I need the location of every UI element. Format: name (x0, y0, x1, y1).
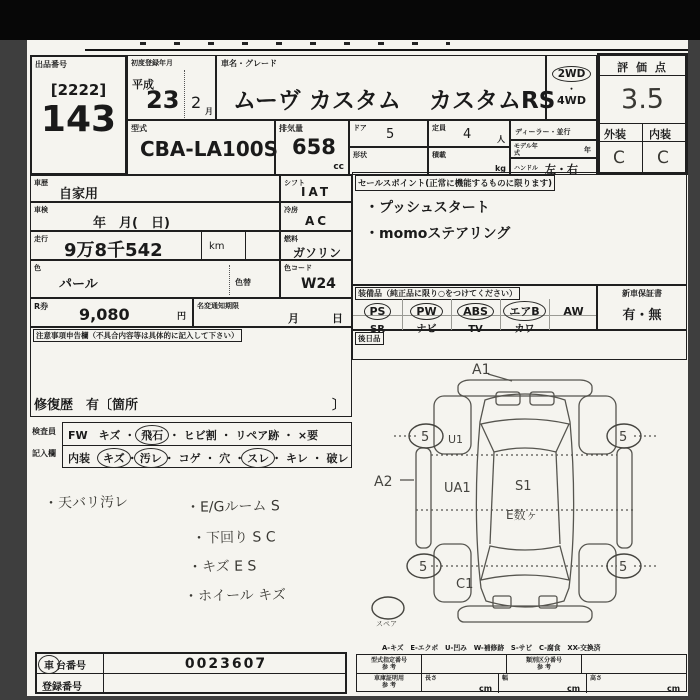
ref-col-divider3 (581, 655, 582, 673)
wheel-mark-rear-left: 5 (419, 560, 428, 575)
dealer-parallel-box (510, 120, 597, 140)
diagram-label-ua1: UA1 (444, 481, 471, 496)
interior-seg: 内装 (68, 452, 101, 465)
doors-label: ドア (353, 124, 367, 132)
model-code-value: CBA-LA100S (140, 137, 279, 161)
ref-col-divider4 (498, 673, 499, 693)
chassis-row-divider (37, 673, 345, 674)
model-year-label: モデル年式 (514, 143, 538, 157)
lot-number-box (30, 55, 127, 175)
class-number-ref: 参 考 (536, 664, 552, 671)
fw-stonechip-circled: 飛石 (141, 429, 164, 442)
type-number-ref: 参 考 (381, 664, 397, 671)
equip-sr: SR (370, 324, 385, 335)
equipment-title: 装備品（純正品に限り○をつけてください） (355, 287, 520, 300)
class-number-text: 類別区分番号 (525, 657, 562, 664)
height-unit: cm (667, 684, 681, 693)
mileage-box (30, 231, 280, 260)
drive-2wd-circled: 2WD (557, 68, 586, 80)
score-divider (600, 75, 685, 76)
reg-month: 2 (191, 93, 202, 112)
sheet-top-rule (85, 49, 688, 51)
diagram-label-a2: A2 (374, 474, 393, 490)
handwritten-note: ・下回り S C (191, 529, 276, 547)
car-grade-value: カスタムRS (429, 88, 556, 114)
shaken-label: 車検 (34, 206, 48, 214)
type-number-label (359, 657, 419, 671)
score-divider3 (642, 123, 643, 175)
scan-black-bar (0, 0, 700, 40)
load-box (428, 147, 510, 175)
repair-history-label: 修復歴 有〔箇所 (34, 398, 139, 413)
cabin-line-left (490, 452, 494, 544)
wheel-mark-front-left: 5 (421, 430, 430, 445)
displacement-label: 排気量 (279, 124, 303, 133)
model-year-box (510, 140, 597, 158)
color-code-label: 色コード (284, 264, 312, 272)
ac-label: 冷房 (284, 206, 298, 214)
handwritten-note: ・E/Gルーム S (185, 498, 280, 516)
repair-history-bracket: 〕 (331, 398, 345, 413)
car-name-label: 車名・グレード (221, 59, 277, 68)
torn-text-artifact (140, 42, 450, 45)
displacement-unit: cc (333, 162, 344, 172)
doors-box (349, 120, 428, 147)
first-registration-label: 初度登録年月 (131, 59, 173, 67)
color-code-value: W24 (301, 276, 336, 292)
fw-seg: FW キズ ・ (68, 429, 140, 442)
diagram-label-a1: A1 (472, 362, 491, 378)
cabin-line-right (556, 452, 560, 544)
equip-tv: TV (468, 324, 483, 335)
fender-rear-left (434, 544, 474, 602)
rear-window-outline (481, 546, 569, 580)
shaken-box (30, 202, 280, 231)
score-divider4 (600, 141, 685, 142)
drive-4wd: 4WD (557, 94, 586, 107)
interior-label: 内装 (649, 128, 671, 141)
wheel-mark-rear-right: 5 (619, 560, 628, 575)
exterior-label: 外装 (604, 128, 626, 141)
load-unit: kg (494, 164, 506, 173)
sales-point-item: ・プッシュスタート (365, 200, 490, 216)
equip-airbag-circled: エアB (509, 305, 540, 318)
handwritten-note: ・ホイール キズ (183, 587, 287, 605)
score-box (597, 53, 688, 175)
color-label: 色 (34, 264, 41, 272)
first-registration-box (127, 55, 216, 120)
shift-label: シフト (284, 179, 305, 187)
color-box (30, 260, 280, 298)
fender-front-right (579, 396, 616, 454)
displacement-box (275, 120, 349, 175)
chassis-label (42, 657, 86, 672)
ref-col-divider (421, 655, 422, 691)
width-unit: cm (567, 684, 581, 693)
score-label: 評 価 点 (617, 61, 668, 74)
interior-scratch-circled: キズ (103, 452, 125, 465)
capacity-value: 4 (463, 127, 472, 142)
ref-col-divider5 (586, 673, 587, 693)
garage-cert-text: 車庫証明用 (373, 675, 404, 682)
handwritten-note: ・キズ E S (187, 558, 257, 576)
model-code-box (127, 120, 279, 175)
mileage-label: 走行 (34, 235, 48, 243)
mileage-unit: km (209, 241, 225, 252)
door-panel-left (416, 448, 431, 548)
registration-number-label: 登録番号 (42, 682, 82, 693)
shift-box (280, 175, 352, 202)
mileage-cell-divider (201, 232, 202, 259)
length-label: 長さ (425, 675, 438, 682)
later-items-box (352, 330, 687, 360)
spare-circle (372, 597, 404, 619)
caution-box (30, 327, 352, 417)
recycle-ticket-unit: 円 (176, 312, 186, 322)
lot-label: 出品番号 (35, 60, 67, 69)
later-items-label: 後日品 (355, 332, 384, 345)
sales-point-item: ・momoステアリング (365, 226, 511, 242)
diagram-label-c1: C1 (456, 577, 474, 592)
reference-table (356, 654, 687, 692)
mileage-cell-divider2 (245, 232, 246, 259)
displacement-value: 658 (292, 135, 336, 159)
interior-seg: ・ コゲ ・ 穴 ・ (163, 452, 246, 465)
caution-title: 注意事項申告欄（不具合内容等は具体的に記入して下さい） (33, 329, 242, 342)
door-panel-right (617, 448, 632, 548)
ref-row-divider (357, 673, 686, 674)
lot-bracket: [2222] (50, 81, 107, 99)
fuel-value: ガソリン (293, 246, 342, 260)
load-label: 積載 (432, 151, 446, 159)
handle-value: 左・右 (545, 163, 578, 176)
garage-cert-ref: 参 考 (381, 682, 397, 689)
interior-seg: ・ (126, 452, 138, 465)
recycle-ticket-label: R券 (34, 302, 49, 311)
history-value: 自家用 (59, 187, 99, 202)
fuel-label: 燃料 (284, 235, 298, 243)
rear-bumper-outline (458, 606, 592, 622)
car-damage-diagram (360, 358, 690, 643)
interior-dirt-circled: 汚レ (139, 452, 162, 465)
capacity-unit: 人 (497, 135, 505, 144)
name-change-value: 月 日 (288, 312, 343, 325)
class-number-label (508, 657, 580, 671)
dealer-parallel-label: ディーラー・並行 (515, 128, 571, 136)
recycle-ticket-value: 9,080 (79, 305, 130, 324)
warranty-value: 有・無 (622, 308, 662, 323)
equip-aw: AW (563, 305, 584, 318)
equipment-box (352, 285, 597, 335)
ac-value: AC (305, 214, 330, 228)
recycle-ticket-box (30, 298, 193, 327)
fuel-box (280, 231, 352, 260)
mileage-value: 9万8千542 (64, 240, 163, 261)
inspector-interior-row (68, 450, 349, 466)
warranty-label: 新車保証書 (622, 289, 662, 298)
shaken-value: 年 月( 日) (93, 216, 170, 231)
drivetrain-box (546, 55, 597, 120)
history-box (30, 175, 280, 202)
drive-dot: ・ (566, 85, 576, 95)
handwritten-note: ・天バリ汚レ (43, 494, 129, 512)
interior-seg: ・ キレ ・ 破レ (271, 452, 349, 465)
exterior-grade: C (612, 147, 626, 169)
car-name-value: ムーヴ カスタム (233, 88, 401, 114)
handle-label: ハンドル (514, 165, 539, 172)
equip-abs-circled: ABS (463, 305, 488, 318)
color-change-label: 色替 (235, 278, 251, 287)
diagram-label-s1: S1 (515, 479, 532, 494)
sales-points-box (352, 172, 687, 285)
width-label: 幅 (502, 675, 509, 682)
inspector-box (62, 422, 352, 468)
equip-kawa: カワ (514, 324, 535, 335)
length-unit: cm (479, 684, 493, 693)
lot-number: 143 (40, 99, 117, 140)
ac-box (280, 202, 352, 231)
diagram-label-center: E数ヶ (506, 508, 538, 522)
chassis-table (35, 652, 347, 694)
inspector-row-divider (63, 445, 351, 446)
car-name-box (216, 55, 556, 120)
spare-label: スペア (376, 620, 397, 628)
windshield-outline (481, 419, 569, 452)
era-label: 平成 (132, 78, 154, 91)
ref-col-divider2 (506, 655, 507, 673)
score-value: 3.5 (620, 83, 665, 116)
warranty-box (597, 285, 687, 330)
chassis-circled-char: 車 (42, 657, 56, 672)
chassis-number: 0023607 (184, 656, 268, 672)
equip-pw-circled: PW (416, 305, 437, 318)
history-label: 車歴 (34, 179, 48, 187)
equip-navi: ナビ (416, 324, 437, 335)
color-change-divider (229, 265, 230, 295)
fw-seg: ・ ヒビ割 ・ リペア跡 ・ ×要 (165, 429, 319, 442)
damage-legend: A-キズ E-エクボ U-凹み W-補修跡 S-サビ C-腐食 XX-交換済 (382, 644, 601, 652)
model-code-label: 型式 (131, 124, 147, 133)
model-year-unit: 年 (584, 146, 591, 154)
reg-month-suffix: 月 (205, 107, 213, 116)
name-change-box (193, 298, 352, 327)
garage-cert-label (359, 675, 419, 689)
type-number-text: 型式指定番号 (370, 657, 407, 664)
height-label: 高さ (590, 675, 603, 682)
chassis-label-rest: 台番号 (56, 661, 86, 672)
reg-divider (184, 70, 185, 118)
capacity-label: 定員 (432, 124, 446, 132)
shape-box (349, 147, 428, 175)
reg-year: 23 (146, 86, 180, 114)
inspector-label-1: 検査員 (32, 427, 56, 436)
capacity-box (428, 120, 510, 147)
wheel-mark-front-right: 5 (619, 430, 628, 445)
sales-points-title: セールスポイント(正常に機能するものに限ります) (355, 175, 555, 191)
inspector-fw-row (68, 427, 318, 443)
name-change-label: 名変通知期限 (197, 302, 239, 310)
equip-ps-circled: PS (369, 305, 386, 318)
color-code-box (280, 260, 352, 298)
diagram-label-u1: U1 (448, 433, 464, 446)
doors-value: 5 (386, 127, 395, 142)
shape-label: 形状 (353, 151, 367, 159)
interior-grade: C (656, 147, 670, 169)
inspector-label-2: 記入欄 (32, 449, 56, 458)
interior-wear-circled: スレ (247, 452, 270, 465)
color-value: パール (59, 277, 98, 292)
shift-value: IAT (301, 185, 332, 199)
